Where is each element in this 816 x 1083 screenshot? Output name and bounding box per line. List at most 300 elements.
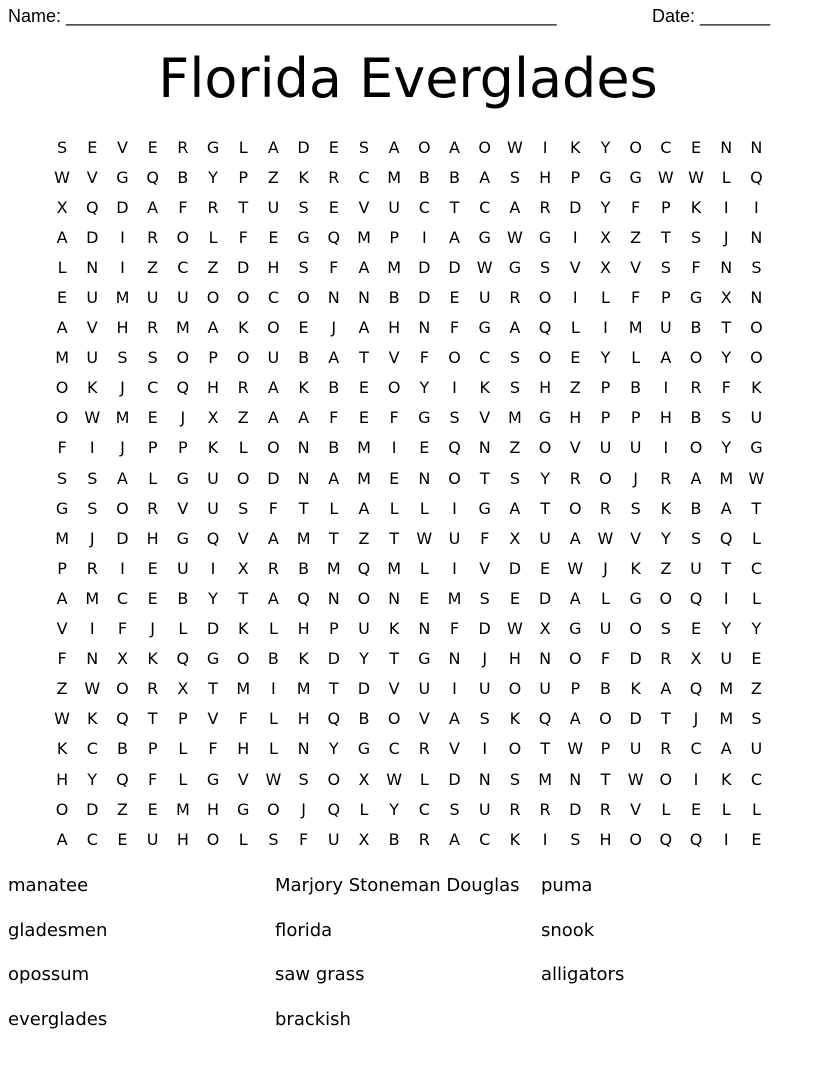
grid-cell[interactable]: D — [86, 799, 99, 819]
grid-cell[interactable]: V — [388, 348, 400, 368]
grid-cell[interactable]: A — [358, 318, 370, 338]
grid-cell[interactable]: E — [358, 378, 370, 398]
grid-cell[interactable]: A — [479, 167, 491, 187]
grid-cell[interactable]: F — [631, 197, 641, 217]
grid-cell[interactable]: T — [479, 468, 490, 488]
grid-cell[interactable]: E — [358, 408, 370, 428]
grid-cell[interactable]: F — [57, 649, 67, 669]
grid-cell[interactable]: O — [750, 318, 763, 338]
grid-cell[interactable]: T — [208, 679, 218, 699]
grid-cell[interactable]: I — [663, 438, 669, 458]
grid-cell[interactable]: L — [268, 619, 278, 639]
grid-cell[interactable]: K — [56, 739, 68, 759]
grid-cell[interactable]: G — [297, 227, 310, 247]
grid-cell[interactable]: D — [206, 619, 220, 639]
grid-cell[interactable]: O — [297, 288, 310, 308]
grid-cell[interactable]: R — [569, 468, 581, 488]
grid-cell[interactable]: S — [449, 408, 460, 428]
grid-cell[interactable]: Q — [538, 318, 552, 338]
grid-cell[interactable]: J — [180, 408, 186, 428]
grid-cell[interactable]: E — [147, 558, 158, 578]
grid-cell[interactable]: J — [633, 468, 639, 488]
grid-cell[interactable]: C — [750, 558, 762, 578]
grid-cell[interactable]: A — [569, 528, 581, 548]
grid-cell[interactable]: E — [147, 408, 158, 428]
grid-cell[interactable]: A — [267, 588, 279, 608]
grid-cell[interactable]: L — [359, 799, 369, 819]
grid-cell[interactable]: M — [326, 558, 341, 578]
grid-cell[interactable]: M — [538, 769, 552, 789]
grid-cell[interactable]: Y — [600, 348, 611, 368]
grid-cell[interactable]: T — [328, 679, 339, 699]
grid-cell[interactable]: U — [86, 288, 99, 308]
grid-cell[interactable]: V — [449, 739, 460, 759]
grid-cell[interactable]: U — [176, 558, 189, 578]
grid-cell[interactable]: Q — [750, 167, 763, 187]
grid-cell[interactable]: D — [629, 649, 642, 669]
grid-cell[interactable]: Z — [267, 167, 279, 187]
grid-cell[interactable]: C — [690, 739, 702, 759]
grid-cell[interactable]: A — [267, 137, 279, 157]
grid-cell[interactable]: Q — [538, 709, 552, 729]
grid-cell[interactable]: B — [177, 588, 189, 608]
grid-cell[interactable]: C — [418, 799, 430, 819]
grid-cell[interactable]: E — [328, 197, 339, 217]
grid-cell[interactable]: L — [208, 227, 218, 247]
grid-cell[interactable]: X — [509, 528, 521, 548]
grid-cell[interactable]: O — [236, 468, 250, 488]
grid-cell[interactable]: O — [448, 348, 461, 368]
grid-cell[interactable]: U — [86, 348, 99, 368]
grid-cell[interactable]: O — [236, 288, 250, 308]
grid-cell[interactable]: T — [540, 498, 550, 518]
grid-cell[interactable]: M — [175, 799, 190, 819]
grid-cell[interactable]: M — [387, 558, 402, 578]
grid-cell[interactable]: V — [116, 137, 128, 157]
grid-cell[interactable]: O — [267, 318, 280, 338]
grid-cell[interactable]: E — [419, 438, 430, 458]
grid-cell[interactable]: Q — [689, 588, 703, 608]
grid-cell[interactable]: O — [206, 288, 220, 308]
grid-cell[interactable]: V — [207, 709, 219, 729]
grid-cell[interactable]: F — [419, 348, 429, 368]
grid-cell[interactable]: R — [267, 558, 279, 578]
grid-cell[interactable]: L — [178, 739, 188, 759]
grid-cell[interactable]: E — [751, 649, 762, 669]
grid-cell[interactable]: V — [237, 769, 249, 789]
grid-cell[interactable]: R — [660, 739, 672, 759]
grid-cell[interactable]: V — [86, 167, 98, 187]
grid-cell[interactable]: I — [542, 137, 548, 157]
grid-cell[interactable]: C — [388, 739, 400, 759]
grid-cell[interactable]: J — [693, 709, 699, 729]
grid-cell[interactable]: H — [569, 408, 582, 428]
grid-cell[interactable]: F — [449, 619, 460, 639]
grid-cell[interactable]: D — [327, 649, 340, 669]
grid-cell[interactable]: E — [540, 558, 551, 578]
grid-cell[interactable]: F — [329, 408, 339, 428]
grid-cell[interactable]: X — [177, 679, 189, 699]
grid-cell[interactable]: I — [452, 679, 457, 699]
grid-cell[interactable]: L — [329, 498, 339, 518]
grid-cell[interactable]: N — [720, 257, 733, 277]
grid-cell[interactable]: E — [298, 318, 309, 338]
grid-cell[interactable]: L — [148, 468, 158, 488]
grid-cell[interactable]: Z — [358, 528, 370, 548]
grid-cell[interactable]: V — [630, 528, 642, 548]
grid-cell[interactable]: R — [207, 197, 219, 217]
grid-cell[interactable]: U — [599, 438, 612, 458]
grid-cell[interactable]: E — [117, 829, 128, 849]
grid-cell[interactable]: P — [208, 348, 218, 368]
grid-cell[interactable]: W — [84, 679, 101, 699]
grid-cell[interactable]: N — [86, 649, 99, 669]
grid-cell[interactable]: R — [599, 498, 612, 518]
grid-cell[interactable]: M — [719, 679, 734, 699]
grid-cell[interactable]: T — [751, 498, 762, 518]
grid-cell[interactable]: D — [86, 227, 99, 247]
grid-cell[interactable]: L — [268, 739, 278, 759]
grid-cell[interactable]: O — [236, 649, 250, 669]
grid-cell[interactable]: U — [478, 679, 491, 699]
grid-cell[interactable]: O — [327, 769, 341, 789]
grid-cell[interactable]: R — [328, 167, 340, 187]
grid-cell[interactable]: N — [357, 288, 370, 308]
grid-cell[interactable]: A — [660, 679, 672, 699]
grid-cell[interactable]: S — [630, 498, 641, 518]
grid-cell[interactable]: G — [629, 588, 642, 608]
grid-cell[interactable]: S — [479, 588, 490, 608]
grid-cell[interactable]: C — [86, 829, 98, 849]
grid-cell[interactable]: W — [506, 227, 523, 247]
grid-cell[interactable]: U — [478, 799, 491, 819]
grid-cell[interactable]: V — [630, 257, 642, 277]
grid-cell[interactable]: K — [298, 167, 309, 187]
grid-cell[interactable]: T — [660, 227, 671, 247]
grid-cell[interactable]: P — [600, 378, 611, 398]
grid-cell[interactable]: A — [56, 318, 68, 338]
grid-cell[interactable]: M — [296, 528, 311, 548]
grid-cell[interactable]: O — [568, 649, 582, 669]
grid-cell[interactable]: P — [600, 739, 611, 759]
grid-cell[interactable]: W — [54, 709, 70, 729]
grid-cell[interactable]: A — [449, 137, 460, 157]
grid-cell[interactable]: L — [751, 528, 761, 548]
grid-cell[interactable]: O — [599, 709, 612, 729]
grid-cell[interactable]: F — [148, 769, 158, 789]
grid-cell[interactable]: M — [115, 288, 130, 308]
grid-cell[interactable]: H — [539, 378, 552, 398]
grid-cell[interactable]: O — [267, 799, 280, 819]
grid-cell[interactable]: H — [267, 257, 280, 277]
grid-cell[interactable]: E — [389, 468, 400, 488]
grid-cell[interactable]: O — [206, 829, 220, 849]
grid-cell[interactable]: A — [56, 227, 68, 247]
grid-cell[interactable]: C — [418, 197, 430, 217]
grid-cell[interactable]: G — [357, 739, 371, 759]
grid-cell[interactable]: U — [629, 739, 642, 759]
grid-cell[interactable]: I — [693, 769, 699, 789]
grid-cell[interactable]: D — [297, 137, 310, 157]
grid-cell[interactable]: P — [147, 438, 158, 458]
grid-cell[interactable]: G — [55, 498, 69, 518]
grid-cell[interactable]: P — [328, 619, 339, 639]
grid-cell[interactable]: K — [237, 318, 249, 338]
grid-cell[interactable]: O — [478, 137, 492, 157]
grid-cell[interactable]: A — [449, 709, 460, 729]
grid-cell[interactable]: W — [657, 167, 674, 187]
grid-cell[interactable]: R — [539, 197, 551, 217]
grid-cell[interactable]: D — [478, 619, 491, 639]
grid-cell[interactable]: I — [452, 378, 457, 398]
grid-cell[interactable]: B — [298, 348, 310, 368]
grid-cell[interactable]: A — [358, 498, 370, 518]
grid-cell[interactable]: S — [87, 468, 98, 488]
grid-cell[interactable]: Z — [207, 257, 219, 277]
grid-cell[interactable]: S — [751, 709, 762, 729]
grid-cell[interactable]: E — [147, 799, 158, 819]
grid-cell[interactable]: L — [238, 438, 248, 458]
grid-cell[interactable]: W — [627, 769, 644, 789]
grid-cell[interactable]: A — [720, 739, 732, 759]
grid-cell[interactable]: M — [387, 167, 402, 187]
grid-cell[interactable]: S — [238, 498, 249, 518]
grid-cell[interactable]: Q — [357, 558, 371, 578]
grid-cell[interactable]: O — [659, 769, 673, 789]
grid-cell[interactable]: O — [599, 468, 612, 488]
grid-cell[interactable]: U — [478, 288, 491, 308]
grid-cell[interactable]: L — [601, 288, 610, 308]
grid-cell[interactable]: H — [508, 649, 521, 669]
grid-cell[interactable]: I — [89, 438, 95, 458]
grid-cell[interactable]: O — [538, 348, 552, 368]
grid-cell[interactable]: I — [603, 318, 608, 338]
grid-cell[interactable]: M — [508, 408, 522, 428]
grid-cell[interactable]: P — [570, 167, 581, 187]
grid-cell[interactable]: X — [207, 408, 219, 428]
grid-cell[interactable]: K — [630, 558, 641, 578]
grid-cell[interactable]: U — [207, 498, 219, 518]
grid-cell[interactable]: E — [147, 588, 158, 608]
grid-cell[interactable]: X — [358, 769, 370, 789]
grid-cell[interactable]: Z — [630, 227, 642, 247]
grid-cell[interactable]: D — [418, 257, 431, 277]
grid-cell[interactable]: G — [538, 227, 552, 247]
grid-cell[interactable]: W — [567, 739, 584, 759]
grid-cell[interactable]: C — [358, 167, 370, 187]
grid-cell[interactable]: N — [297, 438, 310, 458]
grid-cell[interactable]: R — [86, 558, 98, 578]
grid-cell[interactable]: G — [206, 769, 220, 789]
grid-cell[interactable]: O — [55, 408, 69, 428]
grid-cell[interactable]: P — [57, 558, 67, 578]
grid-cell[interactable]: O — [568, 498, 582, 518]
grid-cell[interactable]: C — [116, 588, 129, 608]
grid-cell[interactable]: M — [719, 709, 734, 729]
grid-cell[interactable]: H — [116, 318, 129, 338]
grid-cell[interactable]: Q — [659, 829, 673, 849]
grid-cell[interactable]: N — [569, 769, 582, 789]
grid-cell[interactable]: M — [387, 257, 402, 277]
grid-cell[interactable]: O — [538, 438, 552, 458]
grid-cell[interactable]: S — [540, 257, 551, 277]
grid-cell[interactable]: V — [479, 408, 491, 428]
grid-cell[interactable]: E — [751, 829, 762, 849]
grid-cell[interactable]: D — [116, 528, 129, 548]
grid-cell[interactable]: A — [449, 829, 460, 849]
grid-cell[interactable]: I — [723, 588, 729, 608]
grid-cell[interactable]: A — [690, 468, 702, 488]
grid-cell[interactable]: N — [327, 288, 340, 308]
grid-cell[interactable]: B — [388, 288, 400, 308]
grid-cell[interactable]: A — [207, 318, 219, 338]
grid-cell[interactable]: A — [358, 257, 370, 277]
grid-cell[interactable]: N — [297, 739, 310, 759]
grid-cell[interactable]: O — [508, 739, 522, 759]
grid-cell[interactable]: Z — [750, 679, 762, 699]
grid-cell[interactable]: V — [56, 619, 68, 639]
grid-cell[interactable]: E — [449, 288, 460, 308]
grid-cell[interactable]: W — [84, 408, 101, 428]
grid-cell[interactable]: F — [57, 438, 67, 458]
grid-cell[interactable]: A — [660, 348, 672, 368]
grid-cell[interactable]: S — [690, 528, 702, 548]
grid-cell[interactable]: R — [509, 799, 521, 819]
grid-cell[interactable]: U — [629, 438, 642, 458]
grid-cell[interactable]: Q — [116, 709, 129, 729]
grid-cell[interactable]: Z — [147, 257, 159, 277]
grid-cell[interactable]: H — [388, 318, 401, 338]
grid-cell[interactable]: Q — [85, 197, 99, 217]
grid-cell[interactable]: L — [601, 588, 610, 608]
grid-cell[interactable]: T — [660, 709, 671, 729]
grid-cell[interactable]: Q — [176, 649, 190, 669]
grid-cell[interactable]: G — [478, 318, 491, 338]
grid-cell[interactable]: H — [297, 619, 310, 639]
grid-cell[interactable]: Y — [721, 438, 732, 458]
grid-cell[interactable]: Q — [176, 378, 190, 398]
grid-cell[interactable]: Y — [600, 137, 611, 157]
grid-cell[interactable]: H — [659, 408, 672, 428]
grid-cell[interactable]: M — [55, 528, 69, 548]
grid-cell[interactable]: R — [147, 498, 159, 518]
grid-cell[interactable]: W — [748, 468, 765, 488]
grid-cell[interactable]: A — [267, 378, 279, 398]
grid-cell[interactable]: J — [723, 227, 729, 247]
grid-cell[interactable]: K — [147, 649, 158, 669]
grid-cell[interactable]: J — [120, 438, 125, 458]
grid-cell[interactable]: S — [57, 137, 68, 157]
grid-cell[interactable]: G — [478, 498, 491, 518]
grid-cell[interactable]: B — [358, 709, 370, 729]
grid-cell[interactable]: O — [176, 348, 190, 368]
grid-cell[interactable]: N — [418, 468, 431, 488]
grid-cell[interactable]: W — [476, 257, 493, 277]
grid-cell[interactable]: W — [688, 167, 704, 187]
grid-cell[interactable]: W — [54, 167, 70, 187]
grid-cell[interactable]: E — [509, 588, 520, 608]
grid-cell[interactable]: L — [419, 558, 429, 578]
grid-cell[interactable]: S — [721, 408, 732, 428]
grid-cell[interactable]: N — [388, 588, 401, 608]
grid-cell[interactable]: A — [720, 498, 732, 518]
grid-cell[interactable]: T — [721, 558, 732, 578]
grid-cell[interactable]: J — [331, 318, 337, 338]
grid-cell[interactable]: W — [386, 769, 403, 789]
grid-cell[interactable]: O — [629, 829, 642, 849]
grid-cell[interactable]: X — [720, 288, 732, 308]
grid-cell[interactable]: R — [509, 288, 521, 308]
grid-cell[interactable]: P — [389, 227, 399, 247]
grid-cell[interactable]: A — [509, 318, 521, 338]
grid-cell[interactable]: K — [479, 378, 490, 398]
grid-cell[interactable]: C — [479, 829, 491, 849]
grid-cell[interactable]: T — [238, 588, 249, 608]
grid-cell[interactable]: K — [570, 137, 581, 157]
grid-cell[interactable]: M — [175, 318, 190, 338]
grid-cell[interactable]: Z — [509, 438, 521, 458]
grid-cell[interactable]: G — [206, 649, 220, 669]
grid-cell[interactable]: Q — [206, 528, 220, 548]
grid-cell[interactable]: I — [120, 227, 125, 247]
grid-cell[interactable]: M — [85, 588, 100, 608]
grid-cell[interactable]: S — [87, 498, 98, 518]
grid-cell[interactable]: D — [418, 288, 431, 308]
grid-cell[interactable]: P — [661, 197, 671, 217]
grid-cell[interactable]: T — [449, 197, 460, 217]
grid-cell[interactable]: B — [690, 498, 702, 518]
grid-cell[interactable]: K — [720, 769, 732, 789]
grid-cell[interactable]: V — [418, 709, 430, 729]
grid-cell[interactable]: S — [509, 468, 520, 488]
grid-cell[interactable]: N — [539, 649, 552, 669]
grid-cell[interactable]: R — [147, 227, 159, 247]
grid-cell[interactable]: V — [177, 498, 189, 518]
grid-cell[interactable]: B — [449, 167, 461, 187]
grid-cell[interactable]: F — [449, 318, 460, 338]
name-field[interactable]: Name: _________________________________________________ — [8, 6, 557, 26]
grid-cell[interactable]: Z — [660, 558, 672, 578]
grid-cell[interactable]: N — [750, 227, 763, 247]
grid-cell[interactable]: B — [267, 649, 279, 669]
grid-cell[interactable]: K — [690, 197, 702, 217]
grid-cell[interactable]: X — [116, 649, 128, 669]
grid-cell[interactable]: E — [57, 288, 68, 308]
grid-cell[interactable]: A — [267, 528, 279, 548]
grid-cell[interactable]: E — [147, 137, 158, 157]
grid-cell[interactable]: E — [419, 588, 430, 608]
grid-cell[interactable]: I — [421, 227, 427, 247]
grid-cell[interactable]: Q — [327, 227, 341, 247]
grid-cell[interactable]: W — [265, 769, 282, 789]
grid-cell[interactable]: T — [359, 348, 369, 368]
grid-cell[interactable]: H — [297, 709, 310, 729]
grid-cell[interactable]: K — [237, 619, 249, 639]
grid-cell[interactable]: Y — [600, 197, 611, 217]
grid-cell[interactable]: L — [178, 769, 188, 789]
grid-cell[interactable]: L — [178, 619, 188, 639]
grid-cell[interactable]: A — [509, 197, 521, 217]
grid-cell[interactable]: U — [690, 558, 702, 578]
grid-cell[interactable]: T — [540, 739, 550, 759]
grid-cell[interactable]: K — [509, 829, 521, 849]
grid-cell[interactable]: W — [416, 528, 433, 548]
grid-cell[interactable]: F — [178, 197, 188, 217]
grid-cell[interactable]: P — [238, 167, 249, 187]
grid-cell[interactable]: F — [238, 709, 248, 729]
grid-cell[interactable]: Q — [146, 167, 159, 187]
grid-cell[interactable]: Q — [116, 769, 129, 789]
